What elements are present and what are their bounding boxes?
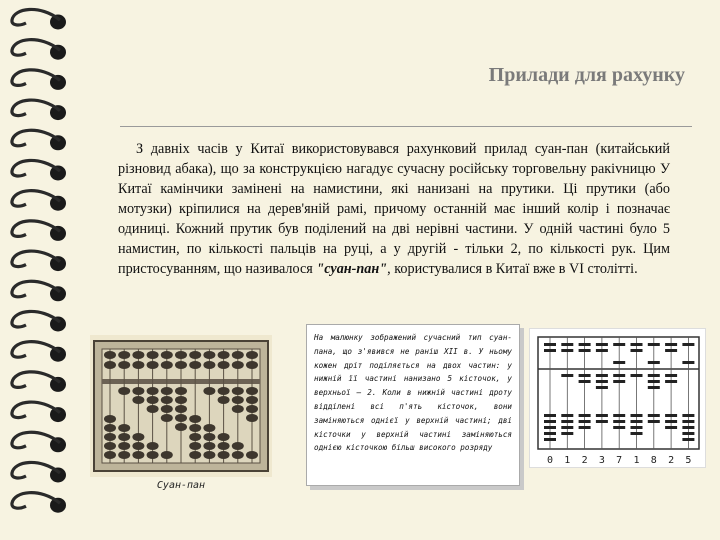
- diagram-bead: [631, 414, 643, 417]
- diagram-bead: [631, 420, 643, 423]
- diagram-bead: [648, 420, 660, 423]
- abacus-bead: [189, 415, 201, 423]
- diagram-digit: 1: [633, 455, 640, 466]
- abacus-bead: [246, 351, 258, 359]
- abacus-bead: [175, 405, 187, 413]
- diagram-bead: [596, 380, 608, 383]
- diagram-bead: [682, 414, 694, 417]
- abacus-bead: [175, 414, 187, 422]
- abacus-bead: [161, 414, 173, 422]
- abacus-bead: [232, 451, 244, 459]
- abacus-bead: [147, 405, 159, 413]
- diagram-bead: [631, 432, 643, 435]
- abacus-bead: [147, 361, 159, 369]
- abacus-bead: [218, 396, 230, 404]
- abacus-bead: [175, 387, 187, 395]
- paragraph-text: З давніх часів у Китаї використовувався рахунковий прилад суан-пан (китайський різновид абака), що за конструкцією нагадує сучасну російську торговельну ракіvницю У Китаї камінчики замінені на намистини, які нанизані на прутики. Ці прутики (або мотузки) кріпилися на дерев'яній рамі, причому останній має інший колір і позначає одиниці. Кожний прутик був поділений на дві нерівні частини. У одній частині було 5 намистин, по кількості пальців на руці, а у другій - тільки 2, по кількості рук. Цим пристосуванням, що називалося: [118, 141, 670, 277]
- diagram-bead: [596, 414, 608, 417]
- diagram-bead: [613, 414, 625, 417]
- diagram-bead: [561, 343, 573, 346]
- diagram-bead: [561, 349, 573, 352]
- abacus-bead: [232, 396, 244, 404]
- abacus-bead: [203, 361, 215, 369]
- abacus-bead: [189, 433, 201, 441]
- abacus-illustration: [90, 335, 272, 477]
- diagram-bead: [682, 438, 694, 441]
- abacus-bead: [147, 451, 159, 459]
- abacus-bead: [246, 414, 258, 422]
- diagram-bead: [682, 426, 694, 429]
- abacus-bead: [132, 351, 144, 359]
- abacus-bead: [189, 451, 201, 459]
- abacus-bead: [132, 361, 144, 369]
- abacus-diagram-svg: [530, 329, 707, 469]
- title-divider: [120, 126, 692, 127]
- abacus-bead: [218, 442, 230, 450]
- abacus-bead: [161, 387, 173, 395]
- abacus-bead: [232, 361, 244, 369]
- diagram-bead: [682, 432, 694, 435]
- diagram-bead: [596, 420, 608, 423]
- abacus-bead: [118, 451, 130, 459]
- abacus-bead: [118, 424, 130, 432]
- diagram-bead: [561, 426, 573, 429]
- diagram-bead: [682, 420, 694, 423]
- spiral-binding: [0, 0, 80, 540]
- diagram-digit: 0: [546, 455, 554, 466]
- diagram-bead: [579, 414, 591, 417]
- diagram-bead: [631, 426, 643, 429]
- abacus-bead: [175, 396, 187, 404]
- diagram-bead: [544, 349, 556, 352]
- abacus-bead: [246, 405, 258, 413]
- diagram-bead: [579, 426, 591, 429]
- diagram-bead: [648, 361, 660, 364]
- diagram-bead: [579, 374, 591, 377]
- diagram-bead: [613, 380, 625, 383]
- abacus-picture: [90, 335, 272, 477]
- abacus-bead: [189, 424, 201, 432]
- abacus-bead: [232, 351, 244, 359]
- diagram-bead: [631, 374, 643, 377]
- diagram-bead: [648, 374, 660, 377]
- abacus-bead: [132, 451, 144, 459]
- diagram-bead: [682, 343, 694, 346]
- abacus-bead: [118, 351, 130, 359]
- diagram-bead: [544, 438, 556, 441]
- abacus-bead: [232, 442, 244, 450]
- diagram-bead: [648, 343, 660, 346]
- diagram-bead: [561, 432, 573, 435]
- abacus-bead: [104, 351, 116, 359]
- diagram-digit: 2: [668, 455, 675, 466]
- diagram-bead: [561, 374, 573, 377]
- abacus-caption: Суан-пан: [156, 480, 206, 491]
- diagram-bead: [631, 349, 643, 352]
- abacus-bead: [104, 361, 116, 369]
- abacus-bead: [132, 442, 144, 450]
- abacus-bead: [203, 451, 215, 459]
- diagram-bead: [682, 361, 694, 364]
- abacus-bead: [218, 433, 230, 441]
- abacus-diagram: [529, 328, 706, 468]
- abacus-bead: [104, 424, 116, 432]
- abacus-bead: [132, 387, 144, 395]
- diagram-bead: [665, 426, 677, 429]
- abacus-bead: [189, 442, 201, 450]
- diagram-bead: [579, 343, 591, 346]
- abacus-bead: [161, 451, 173, 459]
- abacus-bead: [118, 442, 130, 450]
- abacus-bead: [189, 361, 201, 369]
- abacus-bead: [246, 396, 258, 404]
- abacus-bead: [118, 361, 130, 369]
- diagram-bead: [544, 420, 556, 423]
- diagram-digit: 7: [616, 455, 623, 466]
- abacus-bead: [147, 351, 159, 359]
- diagram-digit: 8: [650, 455, 657, 466]
- abacus-bead: [189, 351, 201, 359]
- abacus-bead: [104, 451, 116, 459]
- main-paragraph: [118, 139, 670, 279]
- diagram-bead: [561, 420, 573, 423]
- diagram-bead: [596, 374, 608, 377]
- diagram-bead: [665, 343, 677, 346]
- abacus-bead: [203, 424, 215, 432]
- abacus-bead: [218, 351, 230, 359]
- note-box: На малюнку зображений сучасний тип суан-пана, що з'явився не раніш XII в. У ньому кожен дріт поділяється на двох частин: у нижній її частині нанизано 5 кісточок, у верхньої – 2. Коли в нижній частині дроту відділені всі п'ять кісточок, вони заміняються однієї у верхній частині; дві кісточки у верхній частині заміняються однією кісточкою більш високого розряду: [306, 324, 520, 486]
- abacus-bead: [104, 433, 116, 441]
- abacus-bead: [246, 387, 258, 395]
- abacus-bead: [232, 387, 244, 395]
- diagram-digit: 3: [598, 455, 605, 466]
- diagram-bead: [579, 380, 591, 383]
- diagram-bead: [544, 414, 556, 417]
- diagram-bead: [648, 386, 660, 389]
- abacus-bead: [147, 442, 159, 450]
- diagram-digit: 2: [581, 455, 588, 466]
- abacus-bead: [203, 351, 215, 359]
- diagram-bead: [544, 426, 556, 429]
- diagram-bead: [665, 420, 677, 423]
- paragraph-end: , користувалися в Китаї вже в VI столітті.: [387, 261, 638, 277]
- diagram-bead: [613, 420, 625, 423]
- diagram-bead: [613, 426, 625, 429]
- abacus-bead: [218, 451, 230, 459]
- diagram-bead: [665, 349, 677, 352]
- abacus-bead: [118, 387, 130, 395]
- abacus-bead: [175, 351, 187, 359]
- abacus-bead: [161, 351, 173, 359]
- slide-title: Прилади для рахунку: [488, 64, 685, 86]
- diagram-bead: [648, 414, 660, 417]
- diagram-bead: [631, 343, 643, 346]
- abacus-bead: [203, 387, 215, 395]
- diagram-bead: [579, 349, 591, 352]
- diagram-bead: [596, 349, 608, 352]
- abacus-bead: [203, 433, 215, 441]
- diagram-bead: [665, 380, 677, 383]
- diagram-bead: [596, 386, 608, 389]
- diagram-bead: [665, 414, 677, 417]
- abacus-bead: [203, 442, 215, 450]
- abacus-bead: [175, 423, 187, 431]
- diagram-bead: [648, 380, 660, 383]
- abacus-bead: [161, 405, 173, 413]
- paragraph-highlight: "суан-пан": [316, 261, 388, 277]
- diagram-digit: 1: [564, 455, 571, 466]
- abacus-bead: [161, 396, 173, 404]
- abacus-bead: [132, 396, 144, 404]
- abacus-bead: [218, 361, 230, 369]
- abacus-bead: [246, 451, 258, 459]
- diagram-digit: 5: [685, 455, 692, 466]
- diagram-bead: [596, 343, 608, 346]
- abacus-bead: [218, 387, 230, 395]
- diagram-bead: [613, 343, 625, 346]
- diagram-bead: [613, 361, 625, 364]
- diagram-bead: [561, 414, 573, 417]
- diagram-bead: [579, 420, 591, 423]
- diagram-bead: [665, 374, 677, 377]
- diagram-bead: [544, 343, 556, 346]
- abacus-bead: [161, 361, 173, 369]
- abacus-bead: [104, 415, 116, 423]
- abacus-bead: [147, 396, 159, 404]
- abacus-bead: [175, 361, 187, 369]
- abacus-bead: [147, 387, 159, 395]
- abacus-bead: [132, 433, 144, 441]
- abacus-bead: [232, 405, 244, 413]
- abacus-bead: [104, 442, 116, 450]
- abacus-bead: [118, 433, 130, 441]
- diagram-bead: [613, 374, 625, 377]
- diagram-bead: [544, 432, 556, 435]
- abacus-bead: [246, 361, 258, 369]
